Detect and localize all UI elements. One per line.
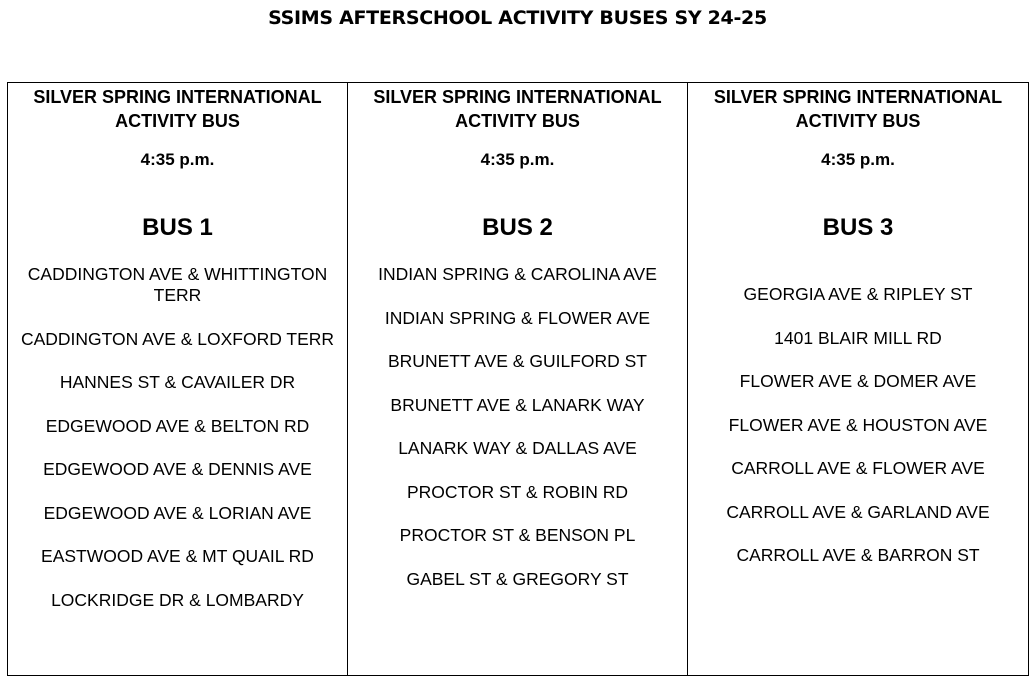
- bus-column-1: [8, 83, 348, 675]
- stop-list: [354, 264, 681, 612]
- bus-stop: CARROLL AVE & GARLAND AVE: [726, 501, 990, 522]
- bus-stop: INDIAN SPRING & FLOWER AVE: [384, 307, 651, 328]
- bus-stop: CARROLL AVE & FLOWER AVE: [731, 458, 985, 478]
- departure-time: 4:35 p.m.: [480, 150, 555, 169]
- column-header: SILVER SPRING INTERNATIONAL ACTIVITY BUS: [33, 87, 322, 131]
- bus-stop: PROCTOR ST & BENSON PL: [399, 525, 636, 545]
- bus-stop: GABEL ST & GREGORY ST: [406, 568, 629, 589]
- bus-stop: EDGEWOOD AVE & LORIAN AVE: [43, 502, 312, 523]
- bus-number: BUS 3: [822, 214, 894, 241]
- bus-stop: BRUNETT AVE & GUILFORD ST: [388, 351, 647, 371]
- bus-stop: CADDINGTON AVE & LOXFORD TERR: [20, 328, 335, 349]
- bus-stop: EDGEWOOD AVE & DENNIS AVE: [43, 459, 312, 479]
- bus-stop: PROCTOR ST & ROBIN RD: [406, 481, 629, 502]
- departure-time: 4:35 p.m.: [140, 150, 215, 169]
- column-header: SILVER SPRING INTERNATIONAL ACTIVITY BUS: [713, 87, 1003, 131]
- departure-time: 4:35 p.m.: [821, 150, 895, 169]
- bus-number: BUS 1: [142, 214, 213, 241]
- bus-stop: FLOWER AVE & DOMER AVE: [739, 371, 977, 391]
- bus-stop: CADDINGTON AVE & WHITTINGTON TERR: [27, 264, 328, 305]
- page-title: SSIMS AFTERSCHOOL ACTIVITY BUSES SY 24-25: [268, 7, 767, 29]
- bus-stop: EASTWOOD AVE & MT QUAIL RD: [41, 546, 314, 566]
- bus-stop: LOCKRIDGE DR & LOMBARDY: [51, 589, 304, 610]
- bus-stop: CARROLL AVE & BARRON ST: [736, 545, 980, 565]
- bus-stop: LANARK WAY & DALLAS AVE: [398, 438, 637, 458]
- bus-stop: BRUNETT AVE & LANARK WAY: [390, 394, 645, 415]
- bus-number: BUS 2: [482, 214, 553, 241]
- bus-stop: HANNES ST & CAVAILER DR: [59, 372, 296, 392]
- bus-schedule-table: [7, 82, 1029, 676]
- stop-list: [694, 284, 1022, 589]
- bus-stop: 1401 BLAIR MILL RD: [774, 327, 942, 348]
- bus-stop: INDIAN SPRING & CAROLINA AVE: [378, 264, 657, 284]
- bus-stop: EDGEWOOD AVE & BELTON RD: [45, 415, 310, 436]
- bus-column-3: [688, 83, 1028, 675]
- column-header: SILVER SPRING INTERNATIONAL ACTIVITY BUS: [373, 87, 662, 131]
- bus-column-2: [348, 83, 688, 675]
- bus-stop: FLOWER AVE & HOUSTON AVE: [728, 414, 988, 435]
- bus-stop: GEORGIA AVE & RIPLEY ST: [743, 284, 973, 304]
- stop-list: [14, 264, 341, 633]
